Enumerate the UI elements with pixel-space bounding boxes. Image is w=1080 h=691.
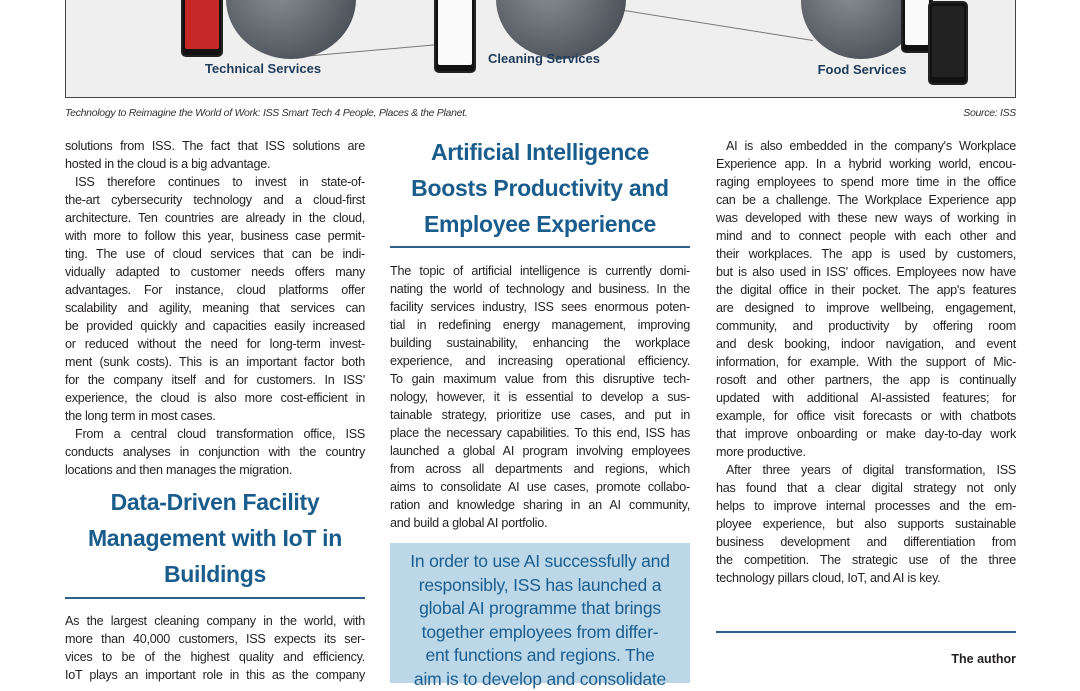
text-line: aims to consolidate AI use cases, promote collabo- [390, 478, 690, 496]
text-line: the long term in most cases. [65, 407, 365, 425]
text-line: building sustainability, enhancing the workplace [390, 334, 690, 352]
technical-services-label: Technical Services [205, 61, 321, 76]
text-line: technology pillars cloud, IoT, and AI is key. [716, 569, 1016, 587]
text-line: tial in redefining energy management, improving [390, 316, 690, 334]
heading-line: Employee Experience [390, 206, 690, 242]
text-line: has found that a clear digital strategy not only [716, 479, 1016, 497]
text-line: nology, however, it is essential to develop a sus- [390, 388, 690, 406]
cleaning-services-label: Cleaning Services [488, 51, 600, 66]
text-line: launched a global AI program involving employees [390, 442, 690, 460]
heading-line: Buildings [65, 556, 365, 592]
pull-quote [390, 543, 690, 683]
text-line: The topic of artificial intelligence is currently domi- [390, 262, 690, 280]
text-line: from across all departments and regions, which [390, 460, 690, 478]
text-line: was developed with these new ways of working in [716, 209, 1016, 227]
phone-icon [928, 1, 968, 85]
text-line: ployee experience, but also supports sustainable [716, 515, 1016, 533]
figure-source: Source: ISS [963, 107, 1016, 119]
text-line: vices to be of the highest quality and efficiency. [65, 648, 365, 666]
author-rule [716, 631, 1016, 633]
text-line: architecture. Ten countries are already in the cloud, [65, 209, 365, 227]
text-line: with more to follow this year, business case permit- [65, 227, 365, 245]
text-line: the digital office in their pocket. The app's features [716, 281, 1016, 299]
text-line: To gain maximum value from this disruptive tech- [390, 370, 690, 388]
text-line: solutions from ISS. The fact that ISS solutions are [65, 137, 365, 155]
phone-icon [181, 0, 223, 57]
text-line: or reduced without the need for long-term invest- [65, 335, 365, 353]
text-line: After three years of digital transformation, ISS [716, 461, 1016, 479]
text-line: mind and to connect people with each other and [716, 227, 1016, 245]
text-line: facility services industry, ISS sees enormous poten- [390, 298, 690, 316]
heading-rule [390, 246, 690, 248]
text-line: scalability and agility, meaning that services can [65, 299, 365, 317]
text-line: the-art cybersecurity technology and a cloud-first [65, 191, 365, 209]
food-services-label: Food Services [818, 62, 907, 77]
text-line: are designed to improve wellbeing, engagement, [716, 299, 1016, 317]
text-line: AI is also embedded in the company's Workplace [716, 137, 1016, 155]
text-line: community, and productivity by offering room [716, 317, 1016, 335]
text-line: ration and knowledge sharing in an AI community, [390, 496, 690, 514]
column-1-lower [65, 612, 365, 684]
quote-line: global AI programme that brings [390, 597, 690, 621]
text-line: but is also used in ISS' offices. Employees now have [716, 263, 1016, 281]
technical-photo [226, 0, 356, 59]
heading-line: Artificial Intelligence [390, 134, 690, 170]
text-line: ting. The use of cloud services that can be indi- [65, 245, 365, 263]
text-line: ISS therefore continues to invest in state-of- [65, 173, 365, 191]
text-line: and build a global AI portfolio. [390, 514, 690, 532]
phone-icon [434, 0, 476, 73]
paragraph [65, 425, 365, 479]
text-line: that improve onboarding or make day-to-day work [716, 425, 1016, 443]
heading-line: Management with IoT in [65, 520, 365, 556]
text-line: business development and differentiation from [716, 533, 1016, 551]
text-line: experience, and increasing operational efficiency. [390, 352, 690, 370]
text-line: example, for office visit forecasts or with chatbots [716, 407, 1016, 425]
text-line: for the company itself and for customers. In ISS' [65, 371, 365, 389]
quote-line: In order to use AI successfully and [390, 550, 690, 574]
quote-line: responsibly, ISS has launched a [390, 574, 690, 598]
text-line: helps to improve internal processes and the em- [716, 497, 1016, 515]
text-line: locations and then manages the migration. [65, 461, 365, 479]
paragraph [65, 137, 365, 173]
text-line: information, for example. With the support of Mic- [716, 353, 1016, 371]
heading-line: Data-Driven Facility [65, 484, 365, 520]
section-heading-ai [390, 134, 690, 242]
column-2 [390, 262, 690, 532]
text-line: hosted in the cloud is a big advantage. [65, 155, 365, 173]
text-line: vidually adapted to customer needs offers many [65, 263, 365, 281]
text-line: IoT plays an important role in this as the company [65, 666, 365, 684]
text-line: ment (sunk costs). This is an important factor both [65, 353, 365, 371]
figure-caption: Technology to Reimagine the World of Work: ISS Smart Tech 4 People, Places & the Planet. [65, 107, 467, 119]
text-line: their workplaces. The app is used by customers, [716, 245, 1016, 263]
column-3 [716, 137, 1016, 587]
text-line: experience, the cloud is also more cost-efficient in [65, 389, 365, 407]
paragraph [716, 461, 1016, 587]
author-label: The author [716, 652, 1016, 666]
text-line: updated with additional AI-assisted features; for [716, 389, 1016, 407]
text-line: From a central cloud transformation office, ISS [65, 425, 365, 443]
paragraph [716, 137, 1016, 461]
text-line: and desk booking, indoor navigation, and event [716, 335, 1016, 353]
paragraph [65, 173, 365, 425]
quote-line: ent functions and regions. The [390, 644, 690, 668]
text-line: nating the world of technology and business. In the [390, 280, 690, 298]
heading-line: Boosts Productivity and [390, 170, 690, 206]
quote-line: together employees from differ- [390, 621, 690, 645]
text-line: As the largest cleaning company in the world, with [65, 612, 365, 630]
text-line: the competition. The strategic use of the three [716, 551, 1016, 569]
paragraph [390, 262, 690, 532]
text-line: rosoft and other partners, the app is continually [716, 371, 1016, 389]
text-line: be provided quickly and capacities easily increased [65, 317, 365, 335]
text-line: raging employees to spend more time in the office [716, 173, 1016, 191]
text-line: tainable strategy, prioritize use cases, and put in [390, 406, 690, 424]
paragraph [65, 612, 365, 684]
text-line: conducts analyses in conjunction with the country [65, 443, 365, 461]
heading-rule [65, 597, 365, 599]
section-heading-iot [65, 484, 365, 592]
services-figure [65, 0, 1016, 98]
quote-line: aim is to develop and consolidate [390, 668, 690, 691]
text-line: can be a challenge. The Workplace Experience app [716, 191, 1016, 209]
column-1 [65, 137, 365, 479]
text-line: more than 40,000 customers, ISS expects its ser- [65, 630, 365, 648]
text-line: Experience app. In a hybrid working world, encou- [716, 155, 1016, 173]
text-line: more productive. [716, 443, 1016, 461]
text-line: advantages. For instance, cloud platforms offer [65, 281, 365, 299]
text-line: place the necessary capabilities. To this end, ISS has [390, 424, 690, 442]
